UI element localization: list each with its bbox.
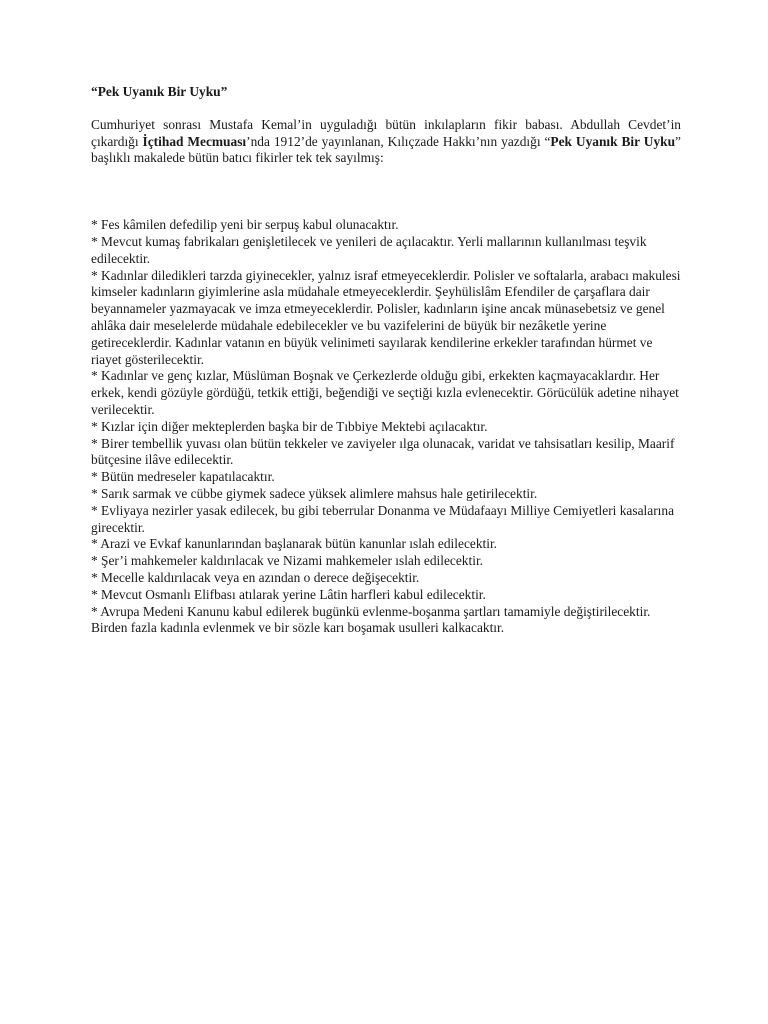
document-page bbox=[91, 84, 681, 651]
list-item: * Birer tembellik yuvası olan bütün tekkeler ve zaviyeler ılga olunacak, varidat ve tahsisatları kesilip, Maarif bütçesine ilâve edilecektir. bbox=[91, 435, 675, 468]
intro-text-3: ” başlıklı makalede bütün batıcı fikirler tek tek sayılmış: bbox=[91, 133, 681, 166]
reform-list bbox=[91, 217, 681, 637]
document-title: “Pek Uyanık Bir Uyku” bbox=[91, 84, 228, 99]
journal-name: İçtihad Mecmuası bbox=[142, 133, 247, 149]
list-item: * Mecelle kaldırılacak veya en azından o derece değişecektir. bbox=[91, 569, 420, 585]
intro-text-1: Cumhuriyet sonrası Mustafa Kemal’in uyguladığı bütün inkılapların fikir babası. Abdullah Cevdet’in çıkardığı bbox=[91, 116, 681, 149]
list-item: * Kızlar için diğer mekteplerden başka bir de Tıbbiye Mektebi açılacaktır. bbox=[91, 418, 488, 434]
list-item: * Evliyaya nezirler yasak edilecek, bu gibi teberrular Donanma ve Müdafaayı Milliye Cemiyetleri kasalarına girecektir. bbox=[91, 502, 675, 535]
list-item: * Bütün medreseler kapatılacaktır. bbox=[91, 469, 275, 485]
intro-text-2: ’nda 1912’de yayınlanan, Kılıçzade Hakkı’nın yazdığı “ bbox=[246, 133, 551, 149]
list-item: * Sarık sarmak ve cübbe giymek sadece yüksek alimlere mahsus hale getirilecektir. bbox=[91, 485, 538, 501]
list-item: * Avrupa Medeni Kanunu kabul edilerek bugünkü evlenme-boşanma şartları tamamiyle değiştirilecektir. Birden fazla kadınla evlenmek ve bir sözle karı boşamak usulleri kalkacaktır. bbox=[91, 603, 651, 636]
list-item: * Fes kâmilen defedilip yeni bir serpuş kabul olunacaktır. bbox=[91, 217, 399, 233]
intro-paragraph bbox=[91, 117, 681, 167]
list-item: * Mevcut kumaş fabrikaları genişletilecek ve yenileri de açılacaktır. Yerli mallarının kullanılması teşvik edilecektir. bbox=[91, 233, 647, 266]
list-item: * Mevcut Osmanlı Elifbası atılarak yerine Lâtin harfleri kabul edilecektir. bbox=[91, 586, 486, 602]
list-item: * Kadınlar ve genç kızlar, Müslüman Boşnak ve Çerkezlerde olduğu gibi, erkekten kaçmayacaklardır. Her erkek, kendi gözüyle gördüğü, tetkik ettiği, beğendiği ve seçtiği kızla evlenecektir. Görücülük adetine nihayet verilecektir. bbox=[91, 368, 679, 417]
list-item: * Şer’i mahkemeler kaldırılacak ve Nizami mahkemeler ıslah edilecektir. bbox=[91, 553, 484, 569]
article-name: Pek Uyanık Bir Uyku bbox=[550, 133, 676, 149]
list-item: * Kadınlar diledikleri tarzda giyinecekler, yalnız israf etmeyeceklerdir. Polisler ve softalarla, arabacı makulesi kimseler kadınların giyimlerine asla müdahale etmeyeceklerdir. Şeyhülislâm Efendiler de çarşaflara dair beyannameler yazmayacak ve imza etmeyeceklerdir. Polisler, kadınların işine ancak münasebetsiz ve genel ahlâka dair meselelerde müdahale edebilecekler ve bu vazifelerini de büyük bir nezâketle yerine getireceklerdir. Kadınlar vatanın en büyük velinimeti sayılarak kendilerine erkekler tarafından hürmet ve riayet gösterilecektir. bbox=[91, 267, 681, 367]
list-item: * Arazi ve Evkaf kanunlarından başlanarak bütün kanunlar ıslah edilecektir. bbox=[91, 536, 498, 552]
